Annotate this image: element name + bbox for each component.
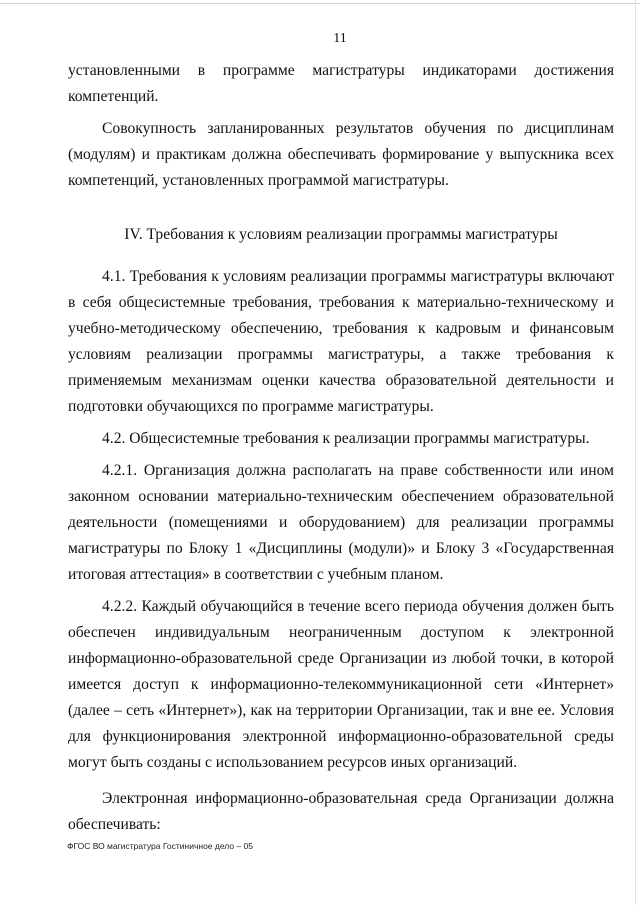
paragraph-4-1: 4.1. Требования к условиям реализации программы магистратуры включают в себя общесистемные требования, требования к материально-техническому и учебно-методическому обеспечению, требования к кадровым и финансовым условиям реализации программы магистратуры, а также требования к применяемым механизмам оценки качества образовательной деятельности и подготовки обучающихся по программе магистратуры. [68,268,614,415]
paragraph-learning-outcomes: Совокупность запланированных результатов обучения по дисциплинам (модулям) и практикам должна обеспечивать формирование у выпускника всех компетенций, установленных программой магистратуры. [68,120,614,189]
document-body [68,58,614,844]
paragraph-4-2: 4.2. Общесистемные требования к реализации программы магистратуры. [102,430,590,447]
page-top-edge [0,3,640,4]
paragraph-continuation: установленными в программе магистратуры индикаторами достижения компетенций. [68,62,614,105]
section-heading: IV. Требования к условиям реализации программы магистратуры [124,226,558,243]
page-number: 11 [333,31,347,46]
paragraph-4-2-2: 4.2.2. Каждый обучающийся в течение всего периода обучения должен быть обеспечен индивидуальным неограниченным доступом к электронной информационно-образовательной среде Организации из любой точки, в которой имеется доступ к информационно-телекоммуникационной сети «Интернет» (далее – сеть «Интернет»), как на территории Организации, так и вне ее. Условия для функционирования электронной информационно-образовательной среды могут быть созданы с использованием ресурсов иных организаций. [68,598,614,771]
page-footer: ФГОС ВО магистратура Гостиничное дело – 05 [67,841,253,851]
paragraph-4-2-1: 4.2.1. Организация должна располагать на праве собственности или ином законном основании материально-техническим обеспечением образовательной деятельности (помещениями и оборудованием) для реализации программы магистратуры по Блоку 1 «Дисциплины (модули)» и Блоку 3 «Государственная итоговая аттестация» в соответствии с учебным планом. [68,462,614,583]
paragraph-eios: Электронная информационно-образовательная среда Организации должна обеспечивать: [68,790,614,833]
page-right-edge [635,0,636,905]
